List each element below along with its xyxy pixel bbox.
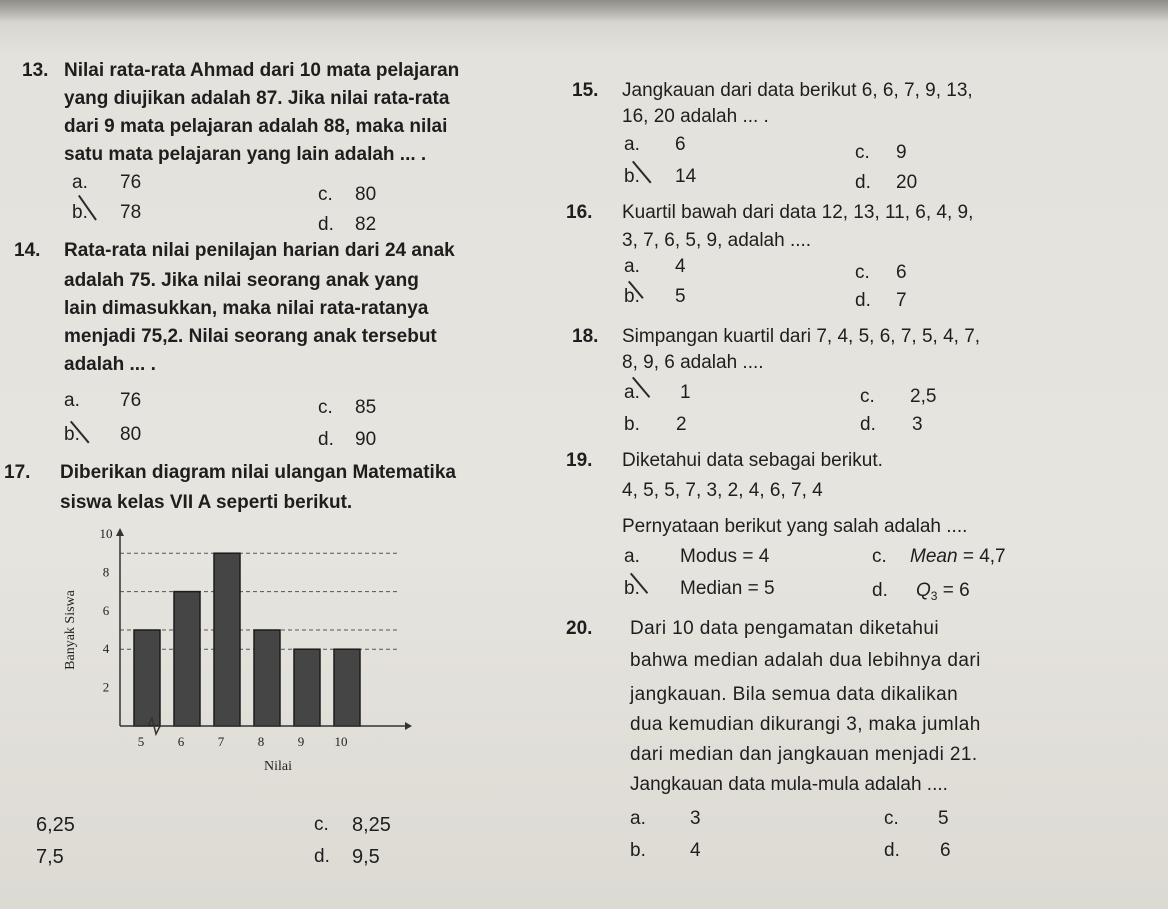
q13-line-2: yang diujikan adalah 87. Jika nilai rata-rata xyxy=(64,88,450,109)
q13-option-b: 78 xyxy=(120,202,142,223)
q19-option-d-value: 6 xyxy=(959,580,970,601)
q19-option-c-value: 4,7 xyxy=(979,546,1006,567)
q14-line-5: adalah ... . xyxy=(64,354,156,375)
q16-option-c-letter: c. xyxy=(855,262,870,283)
q16-option-b-letter: b. xyxy=(624,286,640,307)
y-tick-10: 10 xyxy=(99,526,113,541)
q17-option-d: 9,5 xyxy=(352,846,380,868)
q18-number: 18. xyxy=(572,326,599,347)
q18-option-b-letter: b. xyxy=(624,414,640,435)
q16-line-2: 3, 7, 6, 5, 9, adalah .... xyxy=(622,230,812,251)
x-axis-label: Nilai xyxy=(264,759,292,774)
q20-line-6: Jangkauan data mula-mula adalah .... xyxy=(630,774,948,795)
q17-option-b: 7,5 xyxy=(36,846,64,868)
q18-option-b: 2 xyxy=(676,414,687,435)
q19-option-b-label: Median xyxy=(680,578,743,599)
q13-option-b-letter: b. xyxy=(72,202,88,223)
q19-number: 19. xyxy=(566,450,593,471)
q13-line-1: Nilai rata-rata Ahmad dari 10 mata pelajaran xyxy=(64,60,460,81)
q15-option-b: 14 xyxy=(675,166,697,187)
q18-option-d: 3 xyxy=(912,414,923,435)
q19-data: 4, 5, 5, 7, 3, 2, 4, 6, 7, 4 xyxy=(622,480,823,501)
q16-option-d-letter: d. xyxy=(855,290,871,311)
q15-line-2: 16, 20 adalah ... . xyxy=(622,106,769,127)
q18-option-c: 2,5 xyxy=(910,386,937,407)
bar-7 xyxy=(214,553,240,726)
q16-option-b: 5 xyxy=(675,286,686,307)
y-tick-2: 2 xyxy=(102,679,110,695)
q17-option-c: 8,25 xyxy=(352,814,391,836)
q20-option-a-letter: a. xyxy=(630,808,646,829)
y-tick-6: 6 xyxy=(102,602,110,618)
q16-option-a-letter: a. xyxy=(624,256,640,277)
bar-chart xyxy=(60,518,420,778)
q19-option-d xyxy=(916,580,970,607)
q20-option-d-letter: d. xyxy=(884,840,900,861)
y-tick-labels xyxy=(100,526,113,695)
bar-10 xyxy=(334,649,360,726)
q20-option-b-letter: b. xyxy=(630,840,646,861)
q15-line-1: Jangkauan dari data berikut 6, 6, 7, 9, 13, xyxy=(622,80,973,101)
q15-option-a: 6 xyxy=(675,134,686,155)
bar-8 xyxy=(254,630,280,726)
q18-line-1: Simpangan kuartil dari 7, 4, 5, 6, 7, 5, 4, 7, xyxy=(622,326,981,347)
page-edge xyxy=(0,0,1168,22)
q20-option-b: 4 xyxy=(690,840,701,861)
q13-option-c-letter: c. xyxy=(318,184,333,205)
q19-option-c-eq: = xyxy=(962,546,974,567)
q19-option-d-subscript: 3 xyxy=(930,589,938,603)
x-tick-10: 10 xyxy=(334,734,348,749)
x-tick-labels xyxy=(138,734,348,749)
q19-option-a-value: 4 xyxy=(758,546,770,567)
bar-5 xyxy=(134,630,160,726)
q18-line-2: 8, 9, 6 adalah .... xyxy=(622,352,764,373)
y-tick-4: 4 xyxy=(102,641,110,657)
q19-option-b xyxy=(680,578,775,600)
q17-line-1: Diberikan diagram nilai ulangan Matematika xyxy=(60,462,456,483)
q17-option-d-letter: d. xyxy=(314,846,330,867)
q17-option-a: 6,25 xyxy=(36,814,75,836)
q14-option-a-letter: a. xyxy=(64,390,80,411)
q20-line-5: dari median dan jangkauan menjadi 21. xyxy=(630,744,978,765)
q20-line-3: jangkauan. Bila semua data dikalikan xyxy=(630,684,959,705)
q16-number: 16. xyxy=(566,202,593,223)
q19-option-a-letter: a. xyxy=(624,546,640,567)
q19-line-3: Pernyataan berikut yang salah adalah .... xyxy=(622,516,968,537)
y-axis-arrow xyxy=(116,528,124,536)
q20-line-1: Dari 10 data pengamatan diketahui xyxy=(630,618,939,639)
chart-bars xyxy=(134,553,360,726)
q14-option-c-letter: c. xyxy=(318,397,333,418)
q13-option-a: 76 xyxy=(120,172,142,193)
x-tick-5: 5 xyxy=(137,734,145,749)
q19-option-d-label: Q xyxy=(916,580,931,601)
q20-option-c-letter: c. xyxy=(884,808,899,829)
q16-option-d: 7 xyxy=(896,290,907,311)
bar-9 xyxy=(294,649,320,726)
q14-line-3: lain dimasukkan, maka nilai rata-ratanya xyxy=(64,298,429,319)
q13-option-c: 80 xyxy=(355,184,377,205)
y-tick-8: 8 xyxy=(102,564,110,580)
q18-option-d-letter: d. xyxy=(860,414,876,435)
q20-option-d: 6 xyxy=(940,840,951,861)
q16-option-c: 6 xyxy=(896,262,907,283)
q19-option-b-eq: = xyxy=(747,578,759,599)
q13-option-a-letter: a. xyxy=(72,172,88,193)
q14-option-d-letter: d. xyxy=(318,429,334,450)
x-axis-arrow xyxy=(405,722,412,730)
q16-option-a: 4 xyxy=(675,256,686,277)
x-tick-8: 8 xyxy=(257,734,265,749)
q20-line-2: bahwa median adalah dua lebihnya dari xyxy=(630,650,981,671)
q15-option-d: 20 xyxy=(896,172,918,193)
q14-line-2: adalah 75. Jika nilai seorang anak yang xyxy=(64,270,419,291)
q19-option-a-eq: = xyxy=(742,546,754,567)
q19-option-b-letter: b. xyxy=(624,578,640,599)
q13-number: 13. xyxy=(22,60,49,81)
q14-option-b-letter: b. xyxy=(64,424,80,445)
q14-number: 14. xyxy=(14,240,41,261)
q14-option-c: 85 xyxy=(355,397,377,418)
x-tick-9: 9 xyxy=(297,734,305,749)
q19-option-a xyxy=(680,546,769,568)
q13-option-d-letter: d. xyxy=(318,214,334,235)
q20-line-4: dua kemudian dikurangi 3, maka jumlah xyxy=(630,714,981,735)
q17-option-c-letter: c. xyxy=(314,814,329,835)
q19-option-d-letter: d. xyxy=(872,580,888,601)
q20-option-c: 5 xyxy=(938,808,949,829)
q19-option-d-eq: = xyxy=(942,580,954,601)
q14-option-d: 90 xyxy=(355,429,377,450)
q14-option-a: 76 xyxy=(120,390,142,411)
q19-option-c-label: Mean xyxy=(910,546,958,567)
q14-line-4: menjadi 75,2. Nilai seorang anak tersebut xyxy=(64,326,437,347)
q14-line-1: Rata-rata nilai penilajan harian dari 24 anak xyxy=(64,240,455,261)
q16-line-1: Kuartil bawah dari data 12, 13, 11, 6, 4, 9, xyxy=(622,202,974,223)
bar-6 xyxy=(174,592,200,726)
q18-option-a: 1 xyxy=(680,382,691,403)
q19-option-c-letter: c. xyxy=(872,546,887,567)
q20-option-a: 3 xyxy=(690,808,701,829)
q15-option-a-letter: a. xyxy=(624,134,640,155)
q13-line-3: dari 9 mata pelajaran adalah 88, maka nilai xyxy=(64,116,448,137)
q17-line-2: siswa kelas VII A seperti berikut. xyxy=(60,492,353,513)
q15-option-c: 9 xyxy=(896,142,907,163)
q19-option-c xyxy=(910,546,1006,568)
y-axis-label: Banyak Siswa xyxy=(63,590,78,670)
q17-number: 17. xyxy=(4,462,31,483)
q19-option-a-label: Modus xyxy=(680,546,738,567)
q15-option-c-letter: c. xyxy=(855,142,870,163)
q20-number: 20. xyxy=(566,618,593,639)
q13-line-4: satu mata pelajaran yang lain adalah ... . xyxy=(64,144,427,165)
q15-option-d-letter: d. xyxy=(855,172,871,193)
q15-number: 15. xyxy=(572,80,599,101)
x-tick-7: 7 xyxy=(217,734,225,749)
x-tick-6: 6 xyxy=(177,734,185,749)
q13-option-d: 82 xyxy=(355,214,377,235)
q19-line-1: Diketahui data sebagai berikut. xyxy=(622,450,883,471)
q15-option-b-letter: b. xyxy=(624,166,640,187)
q18-option-c-letter: c. xyxy=(860,386,875,407)
q18-option-a-letter: a. xyxy=(624,382,640,403)
q19-option-b-value: 5 xyxy=(764,578,775,599)
q14-option-b: 80 xyxy=(120,424,142,445)
